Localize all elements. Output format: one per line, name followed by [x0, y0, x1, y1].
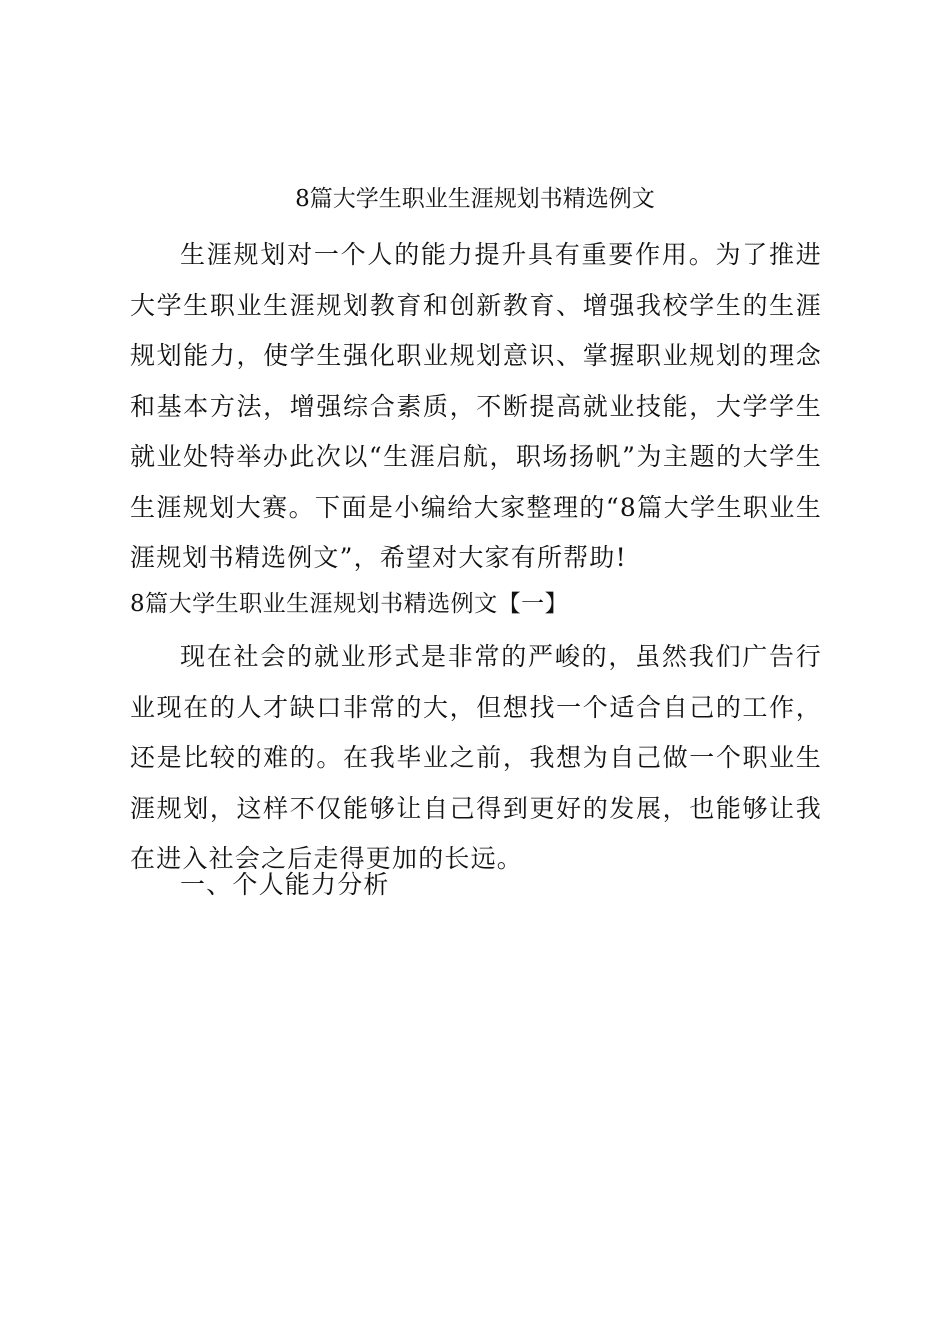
- section-paragraph: 现在社会的就业形式是非常的严峻的，虽然我们广告行业现在的人才缺口非常的大，但想找一个适合自己的工作，还是比较的难的。在我毕业之前，我想为自己做一个职业生涯规划，这样不仅能够让自己得到更好的发展，也能够让我在进入社会之后走得更加的长远。: [130, 642, 822, 873]
- section-heading: 8篇大学生职业生涯规划书精选例文【一】: [130, 591, 569, 617]
- intro-paragraph: 生涯规划对一个人的能力提升具有重要作用。为了推进大学生职业生涯规划教育和创新教育、增强我校学生的生涯规划能力，使学生强化职业规划意识、掌握职业规划的理念和基本方法，增强综合素质，不断提高就业技能，大学学生就业处特举办此次以“生涯启航，职场扬帆”为主题的大学生生涯规划大赛。下面是小编给大家整理的“8篇大学生职业生涯规划书精选例文”，希望对大家有所帮助!: [130, 240, 822, 572]
- sub-heading: 一、个人能力分析: [180, 870, 390, 899]
- document-title: 8篇大学生职业生涯规划书精选例文: [295, 186, 655, 212]
